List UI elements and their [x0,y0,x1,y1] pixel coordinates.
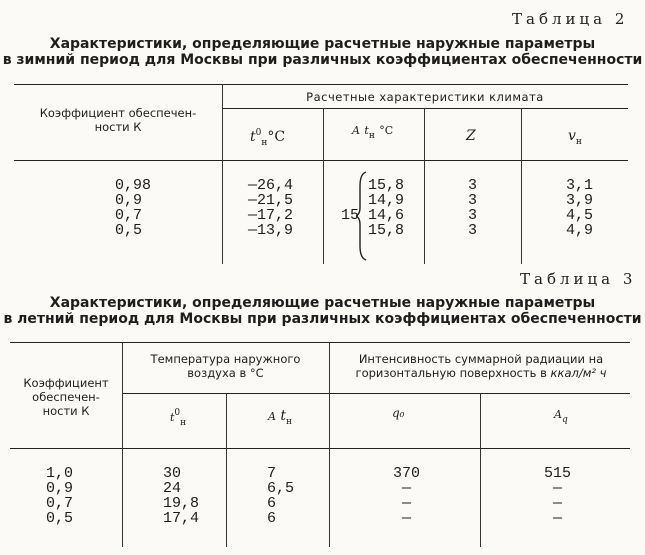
table3-col-aq-header: $A_q$ [554,408,568,425]
table2-group-rule [222,108,628,109]
table3-col-a-header: A $t_н$ [268,408,293,427]
table2-group-header: Расчетные характеристики климата [306,90,544,104]
table-cell: 0,5 [115,222,143,239]
table2-col-a-header: A $t_н$ °С [352,124,394,141]
table2-label: Таблица 2 [512,10,629,28]
table2-divider [521,108,522,264]
table-cell: 4,5 [566,207,594,224]
table3-divider [480,393,481,547]
table-cell: 0,7 [46,495,74,512]
table-cell: 3,9 [566,192,594,209]
table2-title-line2: в зимний период для Москвы при различных коэффициентах обеспеченности [2,52,643,68]
table3-q0-column [393,466,420,526]
table2-title-line1: Характеристики, определяющие расчетные наружные параметры [49,36,596,52]
table-cell: 24 [163,480,182,497]
table-cell: —21,5 [248,192,294,209]
table-cell: 14,9 [368,192,405,209]
table2-col-v-header: $v_н$ [568,128,582,147]
table2-a-column [368,178,404,238]
table3-divider [329,342,330,547]
table-cell: —13,9 [248,222,294,239]
table3-col-t-header: $t^0_н$ [170,408,187,428]
table-cell: 3 [468,207,478,224]
table3-coef-column [46,466,73,526]
table2-z-column [468,178,477,238]
table-cell: 0,7 [115,207,143,224]
table-cell: — [553,510,563,527]
table-cell: 14,6 [368,207,405,224]
table2-header-rule [14,160,628,161]
table-cell: 19,8 [163,495,200,512]
table2-t-column [248,178,293,238]
table-cell: — [402,510,412,527]
table-cell: 0,5 [46,510,74,527]
table3-temp-header: Температура наружного воздуха в °С [150,352,301,380]
table-cell: 515 [544,465,572,482]
table2-top-rule [14,84,628,85]
table2-v-column [566,178,593,238]
table2-col-z-header: Z [466,128,476,144]
table3-col-q0-header: q₀ [392,406,405,420]
table-cell: — [402,495,412,512]
table-cell: — [553,495,563,512]
table2-divider [323,108,324,264]
table2-col-t-header: $t^0_н^\circ С$ [250,128,286,148]
table-cell: 3 [468,192,478,209]
table2-brace [356,170,368,262]
table3-aq-column [544,466,571,526]
table-cell: 30 [163,465,182,482]
table2-divider [222,84,223,264]
table-cell: —17,2 [248,207,294,224]
table3-label: Таблица 3 [520,270,637,288]
table3-group-rule [122,393,630,394]
table-cell: 15,8 [368,177,405,194]
table-cell: 3 [468,222,478,239]
table-cell: — [402,480,412,497]
table-cell: 3 [468,177,478,194]
table-cell: 7 [267,465,277,482]
table3-title-line1: Характеристики, определяющие расчетные наружные параметры [49,295,596,311]
table-cell: 0,98 [115,177,152,194]
table3-radiation-header: Интенсивность суммарной радиации на горизонтальную поверхность в ккал/м² ч [355,352,607,380]
table3-title-line2: в летний период для Москвы при различных коэффициентах обеспеченности [3,311,642,327]
table-cell: 6 [267,510,277,527]
table3-top-rule [10,342,630,343]
table3-header-rule [10,448,630,449]
table2-coef-header: Коэффициент обеспечен- ности К [39,106,197,134]
table-cell: —26,4 [248,177,294,194]
table-cell: 0,9 [46,480,74,497]
table-cell: — [553,480,563,497]
table-cell: 6 [267,495,277,512]
table2-divider [424,108,425,264]
table3-a-column [267,466,294,526]
table-cell: 17,4 [163,510,200,527]
table-cell: 4,9 [566,222,594,239]
table-cell: 1,0 [46,465,74,482]
table-cell: 15,8 [368,222,405,239]
table2-coef-column [115,178,151,238]
table3-t-column [163,466,199,526]
table-cell: 370 [393,465,421,482]
table-cell: 3,1 [566,177,594,194]
table2-a-brace-value: 15 [341,207,360,224]
table3-coef-header: Коэффициент обеспечен- ности К [23,376,109,418]
table3-divider [226,393,227,547]
table-cell: 6,5 [267,480,295,497]
table-cell: 0,9 [115,192,143,209]
